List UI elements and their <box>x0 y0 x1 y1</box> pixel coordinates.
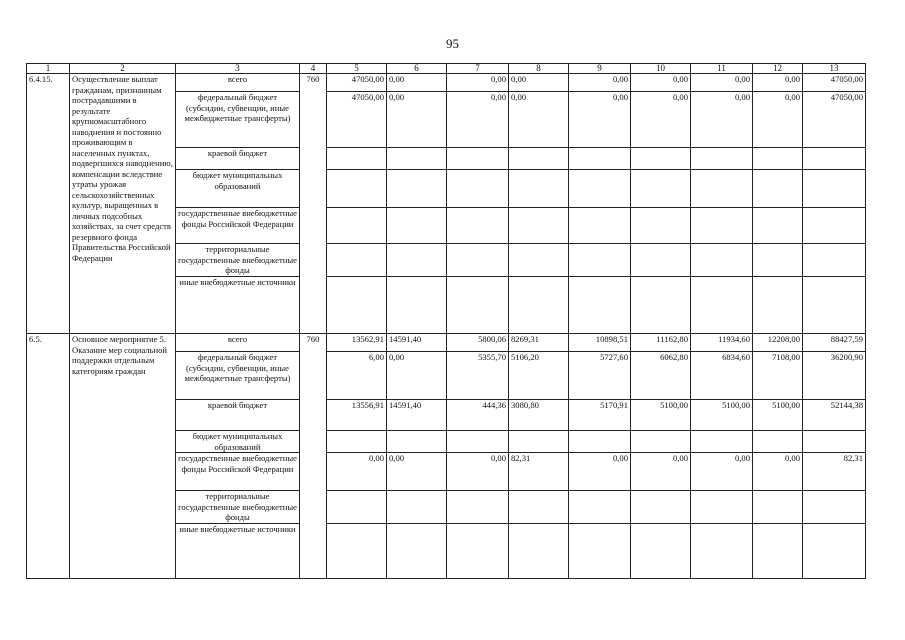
funding-source: иные внебюджетные источники <box>176 524 300 579</box>
amount-cell <box>509 148 569 170</box>
amount-cell: 5727,60 <box>569 352 631 400</box>
amount-cell <box>631 170 691 208</box>
amount-cell: 52144,38 <box>803 400 866 431</box>
amount-cell <box>691 431 753 453</box>
amount-cell <box>447 244 509 277</box>
amount-cell <box>509 491 569 524</box>
amount-cell <box>327 491 387 524</box>
amount-cell <box>387 148 447 170</box>
amount-cell <box>691 148 753 170</box>
amount-cell <box>327 277 387 334</box>
amount-cell: 5170,91 <box>569 400 631 431</box>
amount-cell: 0,00 <box>631 74 691 92</box>
amount-cell <box>753 277 803 334</box>
amount-cell: 0,00 <box>753 74 803 92</box>
amount-cell: 7108,00 <box>753 352 803 400</box>
amount-cell: 47050,00 <box>803 74 866 92</box>
amount-cell <box>631 431 691 453</box>
amount-cell <box>569 208 631 244</box>
amount-cell: 14591,40 <box>387 400 447 431</box>
funding-source: государственные внебюджетные фонды Российской Федерации <box>176 453 300 491</box>
amount-cell <box>753 431 803 453</box>
amount-cell <box>753 148 803 170</box>
agency-code: 760 <box>300 74 327 334</box>
amount-cell: 47050,00 <box>327 74 387 92</box>
amount-cell <box>631 277 691 334</box>
amount-cell <box>387 524 447 579</box>
amount-cell: 82,31 <box>509 453 569 491</box>
column-header: 1 <box>27 64 70 74</box>
amount-cell: 0,00 <box>509 92 569 148</box>
funding-source: всего <box>176 334 300 352</box>
amount-cell: 8269,31 <box>509 334 569 352</box>
amount-cell <box>447 277 509 334</box>
amount-cell: 5100,00 <box>691 400 753 431</box>
section-label: Основное мероприятие 5. Оказание мер социальной поддержки отдельным категориям граждан <box>70 334 176 579</box>
amount-cell: 88427,59 <box>803 334 866 352</box>
amount-cell <box>753 491 803 524</box>
column-header: 12 <box>753 64 803 74</box>
amount-cell <box>387 431 447 453</box>
amount-cell <box>753 170 803 208</box>
amount-cell: 0,00 <box>631 453 691 491</box>
amount-cell <box>753 244 803 277</box>
amount-cell <box>447 431 509 453</box>
amount-cell <box>803 431 866 453</box>
amount-cell <box>631 208 691 244</box>
budget-table <box>26 63 866 579</box>
amount-cell: 0,00 <box>447 453 509 491</box>
amount-cell: 0,00 <box>753 453 803 491</box>
column-header: 5 <box>327 64 387 74</box>
amount-cell: 0,00 <box>387 74 447 92</box>
amount-cell: 10898,51 <box>569 334 631 352</box>
column-header: 8 <box>509 64 569 74</box>
amount-cell: 12208,00 <box>753 334 803 352</box>
amount-cell <box>387 277 447 334</box>
amount-cell: 444,36 <box>447 400 509 431</box>
amount-cell <box>387 208 447 244</box>
amount-cell <box>387 170 447 208</box>
amount-cell <box>631 244 691 277</box>
column-header: 3 <box>176 64 300 74</box>
amount-cell <box>447 208 509 244</box>
amount-cell <box>387 491 447 524</box>
amount-cell: 5100,00 <box>753 400 803 431</box>
amount-cell <box>691 524 753 579</box>
amount-cell <box>509 524 569 579</box>
amount-cell: 3080,80 <box>509 400 569 431</box>
page-number: 95 <box>446 36 459 51</box>
amount-cell <box>803 491 866 524</box>
amount-cell: 0,00 <box>631 92 691 148</box>
amount-cell <box>803 170 866 208</box>
amount-cell <box>569 244 631 277</box>
amount-cell <box>803 208 866 244</box>
column-header: 4 <box>300 64 327 74</box>
amount-cell <box>327 431 387 453</box>
amount-cell <box>691 208 753 244</box>
amount-cell <box>803 277 866 334</box>
amount-cell <box>631 491 691 524</box>
section-number: 6.5. <box>27 334 70 579</box>
amount-cell <box>753 524 803 579</box>
amount-cell <box>753 208 803 244</box>
amount-cell: 13556,91 <box>327 400 387 431</box>
amount-cell <box>327 148 387 170</box>
amount-cell <box>631 524 691 579</box>
amount-cell <box>387 244 447 277</box>
amount-cell <box>447 170 509 208</box>
amount-cell: 0,00 <box>447 74 509 92</box>
amount-cell <box>691 170 753 208</box>
amount-cell: 6,00 <box>327 352 387 400</box>
amount-cell <box>631 148 691 170</box>
amount-cell: 0,00 <box>387 92 447 148</box>
funding-source: краевой бюджет <box>176 148 300 170</box>
amount-cell <box>327 524 387 579</box>
amount-cell <box>327 170 387 208</box>
amount-cell: 0,00 <box>691 74 753 92</box>
funding-source: бюджет муниципальных образований <box>176 170 300 208</box>
funding-source: территориальные государственные внебюджетные фонды <box>176 491 300 524</box>
amount-cell: 13562,91 <box>327 334 387 352</box>
amount-cell: 47050,00 <box>803 92 866 148</box>
amount-cell: 0,00 <box>569 74 631 92</box>
amount-cell <box>447 491 509 524</box>
amount-cell <box>569 524 631 579</box>
amount-cell: 47050,00 <box>327 92 387 148</box>
column-header: 11 <box>691 64 753 74</box>
table-row <box>27 74 866 92</box>
funding-source: государственные внебюджетные фонды Российской Федерации <box>176 208 300 244</box>
amount-cell <box>327 208 387 244</box>
amount-cell: 11162,80 <box>631 334 691 352</box>
amount-cell <box>803 524 866 579</box>
amount-cell <box>509 208 569 244</box>
funding-source: территориальные государственные внебюджетные фонды <box>176 244 300 277</box>
amount-cell <box>691 491 753 524</box>
amount-cell: 14591,40 <box>387 334 447 352</box>
amount-cell <box>509 170 569 208</box>
amount-cell <box>569 491 631 524</box>
column-header: 6 <box>387 64 447 74</box>
amount-cell: 0,00 <box>509 74 569 92</box>
amount-cell <box>569 431 631 453</box>
section-label: Осуществление выплат гражданам, признанным пострадавшими в результате крупномасштабного наводнения и постоянно проживающим в населенных пунктах, подвергшихся наводнению, компенсации вследствие утраты урожая сельскохозяйственных культур, выращенных в личных подсобных хозяйствах, за счет средств резервного фонда Правительства Российской Федерации <box>70 74 176 334</box>
amount-cell: 6834,60 <box>691 352 753 400</box>
column-header: 10 <box>631 64 691 74</box>
agency-code: 760 <box>300 334 327 579</box>
amount-cell <box>509 277 569 334</box>
amount-cell: 5355,70 <box>447 352 509 400</box>
amount-cell: 11934,60 <box>691 334 753 352</box>
amount-cell: 0,00 <box>753 92 803 148</box>
amount-cell: 5100,00 <box>631 400 691 431</box>
amount-cell <box>569 277 631 334</box>
amount-cell <box>509 431 569 453</box>
amount-cell: 0,00 <box>691 453 753 491</box>
funding-source: краевой бюджет <box>176 400 300 431</box>
amount-cell: 0,00 <box>569 453 631 491</box>
funding-source: федеральный бюджет (субсидии, субвенции, иные межбюджетные трансферты) <box>176 352 300 400</box>
amount-cell <box>509 244 569 277</box>
amount-cell <box>569 170 631 208</box>
amount-cell <box>803 244 866 277</box>
amount-cell: 0,00 <box>691 92 753 148</box>
amount-cell <box>447 524 509 579</box>
column-header: 2 <box>70 64 176 74</box>
column-header: 7 <box>447 64 509 74</box>
funding-source: федеральный бюджет (субсидии, субвенции, иные межбюджетные трансферты) <box>176 92 300 148</box>
amount-cell <box>447 148 509 170</box>
amount-cell: 82,31 <box>803 453 866 491</box>
table-row <box>27 334 866 352</box>
header-row <box>27 64 866 74</box>
amount-cell <box>327 244 387 277</box>
amount-cell: 5800,06 <box>447 334 509 352</box>
amount-cell: 6062,80 <box>631 352 691 400</box>
amount-cell: 5106,20 <box>509 352 569 400</box>
funding-source: бюджет муниципальных образований <box>176 431 300 453</box>
column-header: 13 <box>803 64 866 74</box>
amount-cell: 0,00 <box>327 453 387 491</box>
table-body <box>27 64 866 579</box>
section-number: 6.4.15. <box>27 74 70 334</box>
amount-cell <box>569 148 631 170</box>
funding-source: всего <box>176 74 300 92</box>
amount-cell: 0,00 <box>569 92 631 148</box>
amount-cell <box>803 148 866 170</box>
amount-cell: 0,00 <box>447 92 509 148</box>
amount-cell: 0,00 <box>387 352 447 400</box>
amount-cell: 36200,90 <box>803 352 866 400</box>
amount-cell <box>691 244 753 277</box>
funding-source: иные внебюджетные источники <box>176 277 300 334</box>
amount-cell <box>691 277 753 334</box>
column-header: 9 <box>569 64 631 74</box>
amount-cell: 0,00 <box>387 453 447 491</box>
